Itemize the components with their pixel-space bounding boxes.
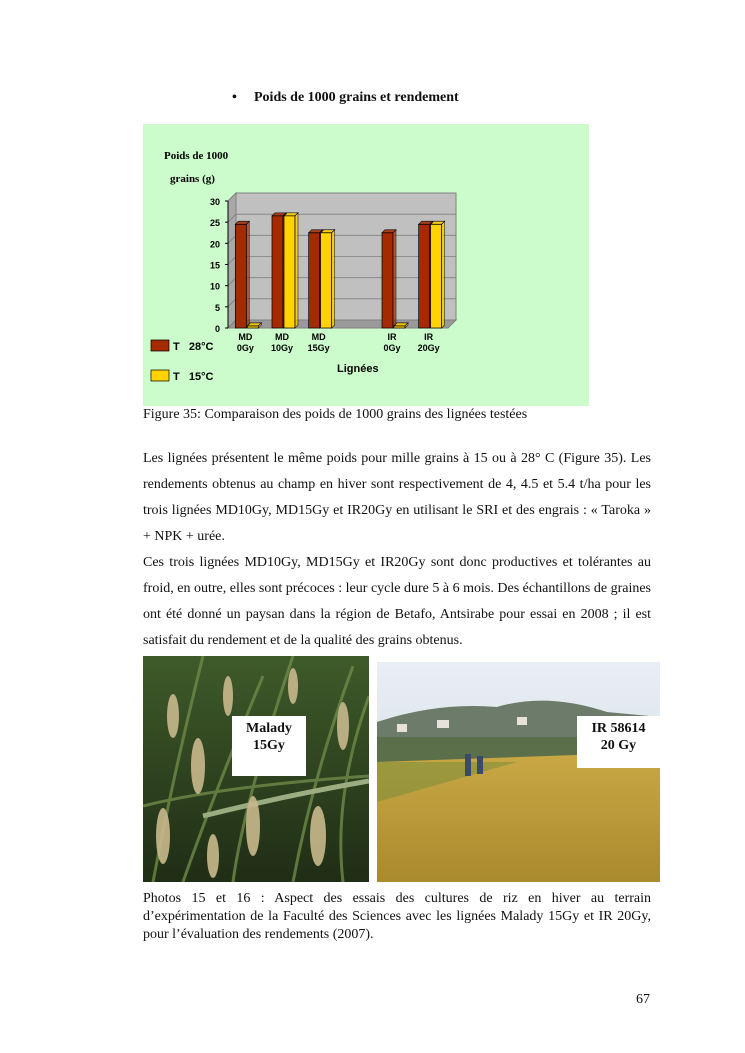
bar-side — [442, 221, 445, 328]
x-tick-label-line1: MD — [275, 332, 289, 342]
bar-t28 — [382, 233, 393, 328]
y-tick-label: 20 — [209, 239, 220, 250]
bar-t15 — [321, 233, 332, 328]
bar-side — [332, 230, 335, 328]
photo-label-line1: IR 58614 — [591, 721, 646, 736]
bar-t28 — [272, 216, 283, 328]
x-tick-label-line2: 0Gy — [383, 343, 401, 353]
rice-field-image — [377, 662, 660, 882]
y-tick-label: 15 — [209, 260, 220, 271]
bar-t15 — [284, 216, 295, 328]
paragraph-text: Ces trois lignées MD10Gy, MD15Gy et IR20Gy sont donc productives et tolérantes au froid, en outre, elles sont précoces : leur cycle dure 5 à 6 mois. Des échantillons de graines ont été donné un paysan dans la région de Betafo, Antsirabe pour essai en 2008 ; il est satisfait du rendement et de la qualité des grains obtenus. — [143, 555, 651, 648]
paragraph-text: Les lignées présentent le même poids pour mille grains à 15 ou à 28° C (Figure 35). Les rendements obtenus au champ en hiver sont respectivement de 4, 4.5 et 5.4 t/ha pour les trois lignées MD10Gy, MD15Gy et IR20Gy en utilisant le SRI et des engrais : « Taroka » + NPK + urée. — [143, 451, 651, 544]
body-paragraph-2 — [143, 550, 651, 654]
photo-label-line1: Malady — [246, 721, 292, 736]
photo-ir-field — [377, 662, 660, 882]
x-tick-label-line2: 0Gy — [236, 343, 254, 353]
y-tick-label: 5 — [214, 302, 220, 313]
photo-caption: Photos 15 et 16 : Aspect des essais des cultures de riz en hiver au terrain d’expérimentation de la Faculté des Sciences avec les lignées Malady 15Gy et IR 20Gy, pour l’évaluation des rendements (2007). — [143, 891, 651, 942]
bar-chart — [143, 124, 589, 406]
y-tick-label: 0 — [214, 324, 220, 334]
x-tick-label-line2: 20Gy — [417, 343, 440, 353]
bar-t15 — [431, 224, 442, 328]
y-axis-label-line2: grains (g) — [170, 173, 215, 185]
legend-label: T 28°C — [173, 341, 214, 353]
figure-caption: Figure 35: Comparaison des poids de 1000 grains des lignées testées — [143, 407, 528, 422]
page-number: 67 — [636, 992, 650, 1007]
body-paragraph-1 — [143, 446, 651, 550]
bar-t28 — [419, 224, 430, 328]
section-heading-text: Poids de 1000 grains et rendement — [254, 90, 459, 105]
photo-label-ir — [577, 716, 660, 768]
photo-label-malady — [232, 716, 306, 776]
y-axis-label-line1: Poids de 1000 — [164, 150, 229, 162]
photo-label-line2: 20 Gy — [600, 738, 637, 753]
bar-t28 — [235, 224, 246, 328]
x-tick-label-line2: 10Gy — [270, 343, 294, 353]
chart-svg — [143, 124, 589, 406]
bar-side — [246, 221, 249, 328]
legend-swatch — [151, 340, 169, 351]
bar-side — [393, 230, 396, 328]
y-tick-label: 10 — [209, 281, 220, 292]
section-heading — [232, 90, 459, 106]
x-axis-label: Lignées — [337, 363, 379, 375]
x-tick-label-line2: 15Gy — [307, 343, 330, 353]
bar-side — [295, 213, 298, 328]
bar-t28 — [309, 233, 320, 328]
photo-label-line2: 15Gy — [253, 738, 285, 753]
x-tick-label-line1: IR — [387, 332, 397, 342]
y-tick-label: 30 — [209, 197, 220, 207]
legend-label: T 15°C — [173, 371, 214, 383]
x-tick-label-line1: IR — [424, 332, 434, 342]
x-tick-label-line1: MD — [311, 332, 326, 342]
y-tick-label: 25 — [209, 218, 220, 229]
bullet-icon: • — [232, 90, 237, 105]
x-tick-label-line1: MD — [238, 332, 253, 342]
legend-swatch — [151, 370, 169, 381]
